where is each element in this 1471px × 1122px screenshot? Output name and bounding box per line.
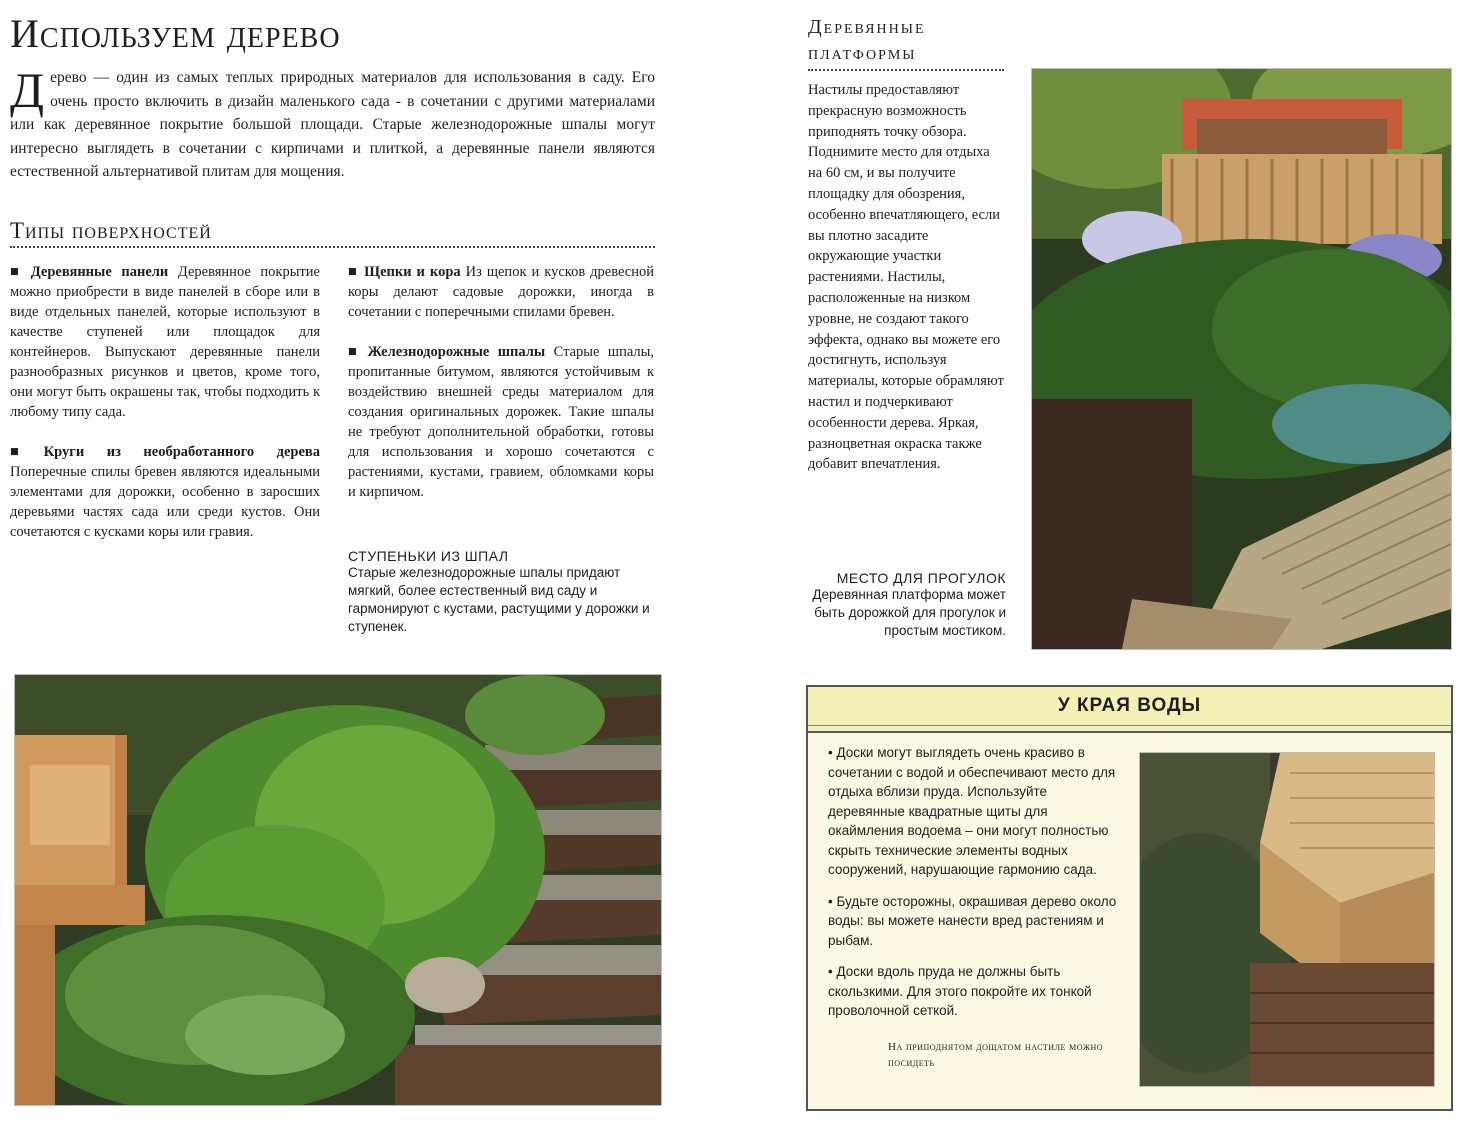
dotted-divider: [10, 246, 655, 248]
item-lead: Деревянные панели: [30, 264, 169, 280]
divider: [808, 725, 1451, 726]
item-lead: Железнодорожные шпалы: [367, 344, 546, 360]
photo-caption: [348, 548, 654, 636]
photo-caption: На приподнятом дощатом настиле можно посидеть: [888, 1041, 1104, 1069]
list-item: • Доски вдоль пруда не должны быть скользкими. Для этого покройте их тонкой проволочной сеткой.: [828, 964, 1092, 1018]
caption-text: Старые железнодорожные шпалы придают мягкий, более естественный вид саду и гармонируют с кустами, растущими у дорожки и ступенек.: [348, 565, 650, 634]
square-bullet-icon: ■: [10, 264, 25, 280]
deck-platform-photo: [1031, 68, 1452, 650]
water-deck-photo: [1139, 752, 1435, 1087]
item-text: Из щепок и кусков древесной коры делают садовые дорожки, иногда в сочетании с поперечными спилами бревен.: [348, 264, 654, 320]
right-heading: [808, 14, 1008, 66]
section-heading: Типы поверхностей: [10, 218, 212, 243]
column-left: [10, 262, 320, 562]
list-item: [348, 342, 654, 502]
intro-paragraph: [10, 62, 655, 184]
list-item: • Доски могут выглядеть очень красиво в сочетании с водой и обеспечивают место для отдыха вблизи пруда. Используйте деревянные квадратные щиты для окаймления водоема – они могут полностью скрыть технические элементы водных сооружений, нарушающие гармонию сада.: [828, 745, 1116, 877]
list-item: [348, 262, 654, 322]
info-box-title: [808, 687, 1451, 733]
info-box-title-text: У КРАЯ ВОДЫ: [1057, 695, 1202, 716]
item-text: Поперечные спилы бревен являются идеальными элементами для дорожки, особенно в заросших деревьями частях сада или среди кустов. Они сочетаются с кусками коры или гравия.: [10, 464, 320, 540]
list-item: [10, 442, 320, 542]
caption-title: МЕСТО ДЛЯ ПРОГУЛОК: [836, 570, 1006, 586]
photo-caption: [808, 570, 1006, 640]
item-lead: Щепки и кора: [364, 264, 461, 280]
item-text: Старые шпалы, пропитанные битумом, являются устойчивым к воздействию внешней среды материалом для создания оригинальных дорожек. Такие шпалы не требуют дополнительной обработки, готовы для использования и хорошо сочетаются с растениями, кустами, гравием, обломками коры и кирпичом.: [348, 344, 654, 500]
info-box-text: [828, 743, 1126, 1033]
caption-title: СТУПЕНЬКИ ИЗ ШПАЛ: [348, 548, 509, 564]
caption-text: Деревянная платформа может быть дорожкой для прогулок и простым мостиком.: [812, 587, 1006, 638]
item-lead: Круги из необработанного дерева: [43, 444, 320, 460]
list-item: • Будьте осторожны, окрашивая дерево около воды: вы можете нанести вред растениям и рыбам.: [828, 893, 1117, 948]
drop-cap: Д: [10, 62, 45, 118]
square-bullet-icon: ■: [348, 264, 359, 280]
column-right: [348, 262, 654, 522]
dotted-divider: [808, 69, 1004, 71]
right-paragraph: Настилы предоставляют прекрасную возможность приподнять точку обзора. Поднимите место для отдыха на 60 см, и вы получите площадку для обозрения, особенно впечатляющего, если вы плотно засадите окружающие участки растениями. Настилы, расположенные на низком уровне, не создают такого эффекта, однако вы можете его достигнуть, используя материалы, которые обрамляют настил и подчеркивают особенности дерева. Яркая, разноцветная окраска также добавит впечатления.: [808, 82, 1004, 473]
page-title: Используем дерево: [10, 11, 341, 56]
item-text: Деревянное покрытие можно приобрести в виде панелей в сборе или в виде отдельных панелей, которые используют в качестве ступеней или площадок для контейнеров. Выпускают деревянные панели разнообразных рисунков и цветов, кроме того, они могут быть окрашены так, чтобы подходить к любому типу сада.: [10, 264, 320, 420]
steps-garden-photo: [14, 674, 662, 1106]
square-bullet-icon: ■: [10, 444, 38, 460]
square-bullet-icon: ■: [348, 344, 362, 360]
intro-text: ерево — один из самых теплых природных материалов для использования в саду. Его очень просто включить в дизайн маленького сада - в сочетании с другими материалами или как деревянное покрытие большой площади. Старые железнодорожные шпалы могут интересно выглядеть в сочетании с кирпичами и плиткой, а деревянные панели являются естественной альтернативой плитам для мощения.: [10, 69, 655, 180]
list-item: [10, 262, 320, 422]
right-heading-line1: Деревянные: [808, 16, 926, 38]
right-heading-line2: платформы: [808, 42, 917, 64]
